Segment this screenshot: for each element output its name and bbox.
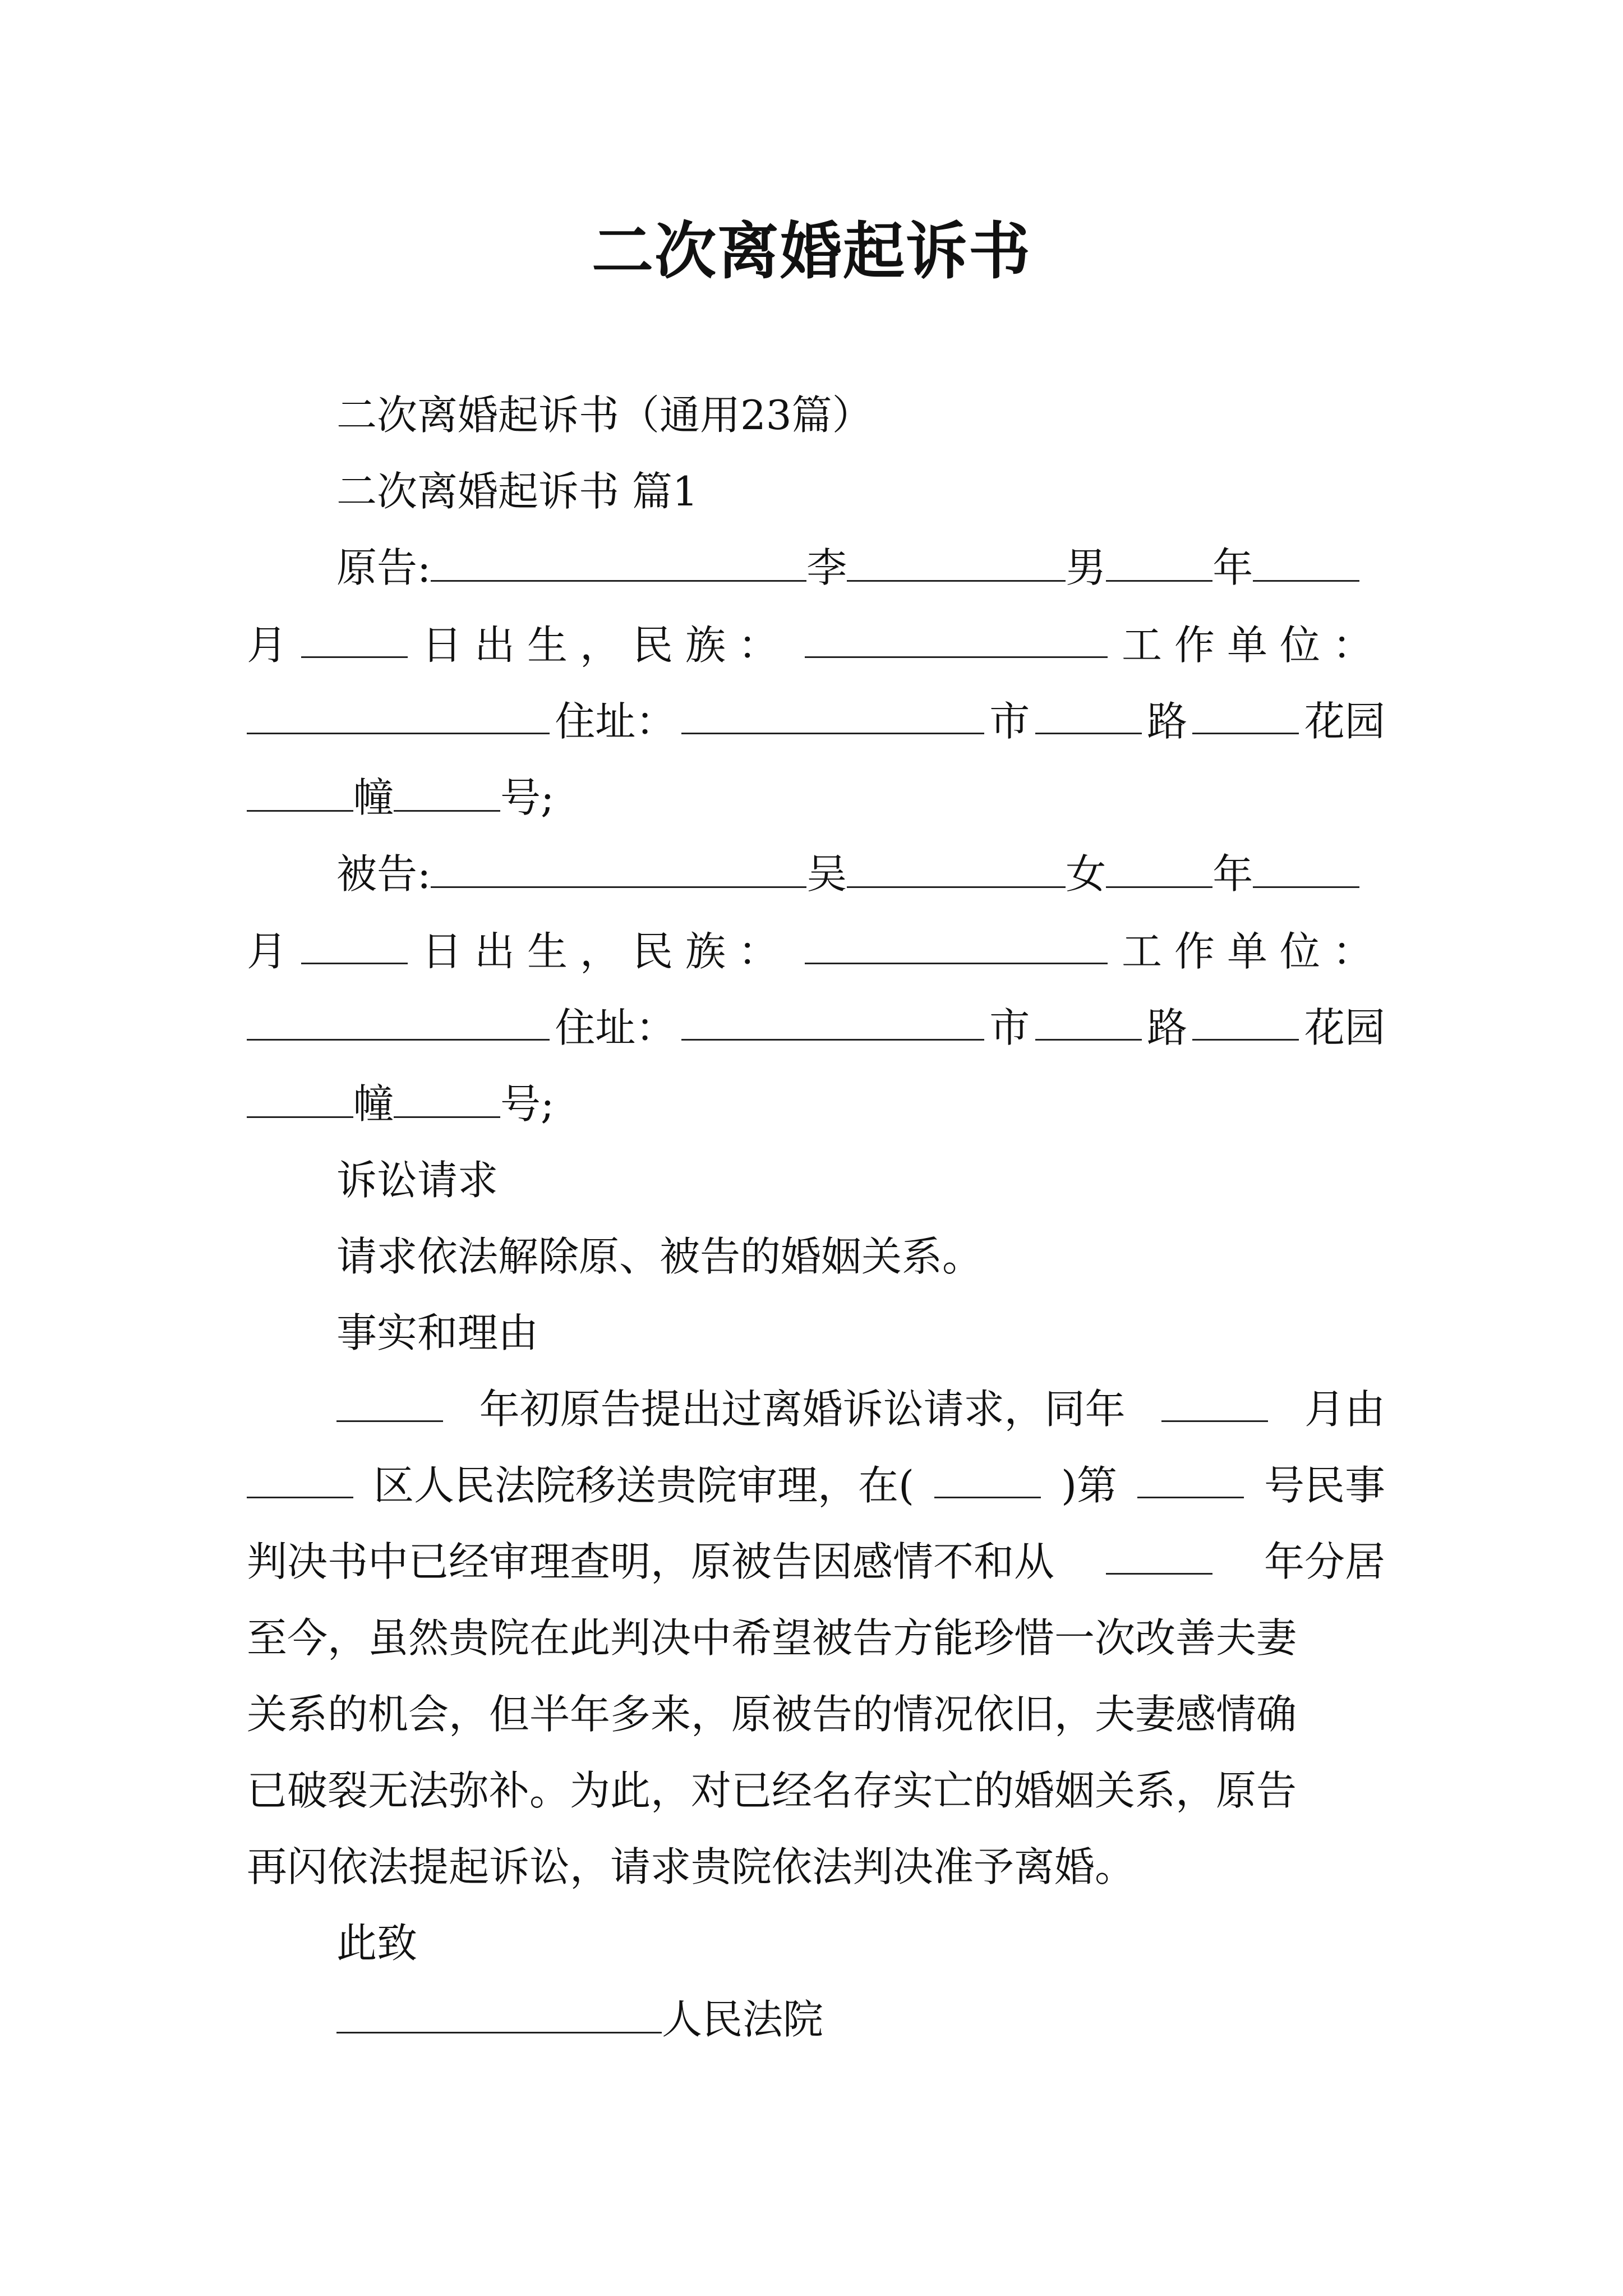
defendant-address-blank[interactable] [681,1000,984,1041]
plaintiff-address-blank[interactable] [681,693,984,734]
plaintiff-building: 幢 [353,774,394,821]
defendant-month: 月 [247,928,288,975]
defendant-given-name-blank[interactable] [847,847,1066,888]
defendant-building-blank[interactable] [394,1077,500,1118]
plaintiff-address: 住址： [555,698,676,745]
facts-separation-year-blank[interactable] [1106,1534,1212,1575]
plaintiff-line-3 [247,693,1385,749]
facts-text-3b: 年分居 [1264,1538,1385,1585]
defendant-address: 住址： [555,1004,676,1051]
plaintiff-road-blank[interactable] [1035,693,1142,734]
plaintiff-gender: 男 [1066,544,1106,591]
facts-line-6: 已破裂无法弥补。为此，对已经名存实亡的婚姻关系，原告 [247,1767,1297,1814]
facts-line-3 [247,1534,1385,1590]
court-label: 人民法院 [662,1996,824,2043]
defendant-city: 市 [989,1004,1030,1051]
defendant-road-blank[interactable] [1035,1000,1142,1041]
plaintiff-line-1 [336,540,1385,596]
defendant-age-blank[interactable] [1106,847,1212,888]
plaintiff-ethnicity-blank[interactable] [805,617,1108,658]
defendant-gender: 女 [1066,850,1106,898]
plaintiff-line-4 [247,770,1385,826]
defendant-number: 号; [500,1080,555,1128]
defendant-label: 被告: [336,850,431,898]
plaintiff-name-blank[interactable] [431,541,806,582]
plaintiff-garden: 花园 [1304,698,1385,745]
plaintiff-birth-ethnicity: 日出生，民族： [421,622,791,669]
facts-text-1b: 月由 [1304,1386,1385,1433]
document-subtitle: 二次离婚起诉书（通用23篇） [336,392,873,439]
facts-month-blank[interactable] [1161,1381,1268,1422]
plaintiff-work-unit: 工作单位： [1121,622,1385,669]
plaintiff-building-blank[interactable] [394,771,500,812]
defendant-line-3 [247,1000,1385,1056]
plaintiff-garden-blank[interactable] [1192,693,1299,734]
facts-case-number-blank[interactable] [1137,1457,1244,1498]
facts-line-7: 再闪依法提起诉讼，请求贵院依法判决准予离婚。 [247,1843,1136,1890]
facts-case-year-blank[interactable] [934,1457,1041,1498]
facts-text-1a: 年初原告提出过离婚诉讼请求，同年 [479,1386,1126,1433]
defendant-birth-ethnicity: 日出生，民族： [421,928,791,975]
defendant-road: 路 [1147,1004,1188,1051]
defendant-line-1 [336,846,1385,902]
plaintiff-age-blank[interactable] [1106,541,1212,582]
facts-text-2c: 号民事 [1264,1462,1385,1509]
facts-heading: 事实和理由 [336,1309,539,1356]
defendant-surname: 吴 [806,850,847,898]
facts-district-blank[interactable] [247,1457,353,1498]
defendant-line-4 [247,1076,1385,1132]
plaintiff-number: 号; [500,774,555,821]
plaintiff-work-unit-blank[interactable] [247,693,550,734]
claims-text: 请求依法解除原、被告的婚姻关系。 [336,1233,983,1280]
section-heading: 二次离婚起诉书 篇1 [336,468,698,515]
plaintiff-day-blank[interactable] [301,617,408,658]
plaintiff-city: 市 [989,698,1030,745]
defendant-name-blank[interactable] [431,847,806,888]
facts-line-4: 至今，虽然贵院在此判决中希望被告方能珍惜一次改善夫妻 [247,1614,1297,1662]
plaintiff-garden-name-blank[interactable] [247,771,353,812]
claims-heading: 诉讼请求 [336,1157,499,1204]
defendant-day-blank[interactable] [301,923,408,964]
plaintiff-surname: 李 [806,544,847,591]
facts-line-1 [336,1381,1385,1437]
plaintiff-year: 年 [1212,544,1253,591]
defendant-year: 年 [1212,850,1253,898]
defendant-garden-name-blank[interactable] [247,1077,353,1118]
court-line [336,1991,1385,2047]
defendant-building: 幢 [353,1080,394,1128]
document-title: 二次离婚起诉书 [592,215,1031,287]
plaintiff-given-name-blank[interactable] [847,541,1066,582]
facts-text-2a: 区人民法院移送贵院审理，在( [373,1462,915,1509]
facts-text-3a: 判决书中已经审理查明，原被告因感情不和从 [247,1538,1055,1585]
facts-line-5: 关系的机会，但半年多来，原被告的情况依旧，夫妻感情确 [247,1691,1297,1738]
defendant-work-unit: 工作单位： [1121,928,1385,975]
closing: 此致 [336,1920,418,1967]
plaintiff-line-2 [247,617,1385,673]
defendant-year-blank[interactable] [1253,847,1359,888]
plaintiff-month: 月 [247,622,288,669]
plaintiff-label: 原告: [336,544,431,591]
plaintiff-road: 路 [1147,698,1188,745]
facts-year-blank[interactable] [336,1381,443,1422]
facts-text-2b: )第 [1061,1462,1118,1509]
defendant-line-2 [247,923,1385,979]
facts-line-2 [247,1457,1385,1513]
defendant-garden: 花园 [1304,1004,1385,1051]
plaintiff-year-blank[interactable] [1253,541,1359,582]
defendant-garden-blank[interactable] [1192,1000,1299,1041]
court-name-blank[interactable] [336,1993,662,2033]
defendant-work-unit-blank[interactable] [247,1000,550,1041]
defendant-ethnicity-blank[interactable] [805,923,1108,964]
